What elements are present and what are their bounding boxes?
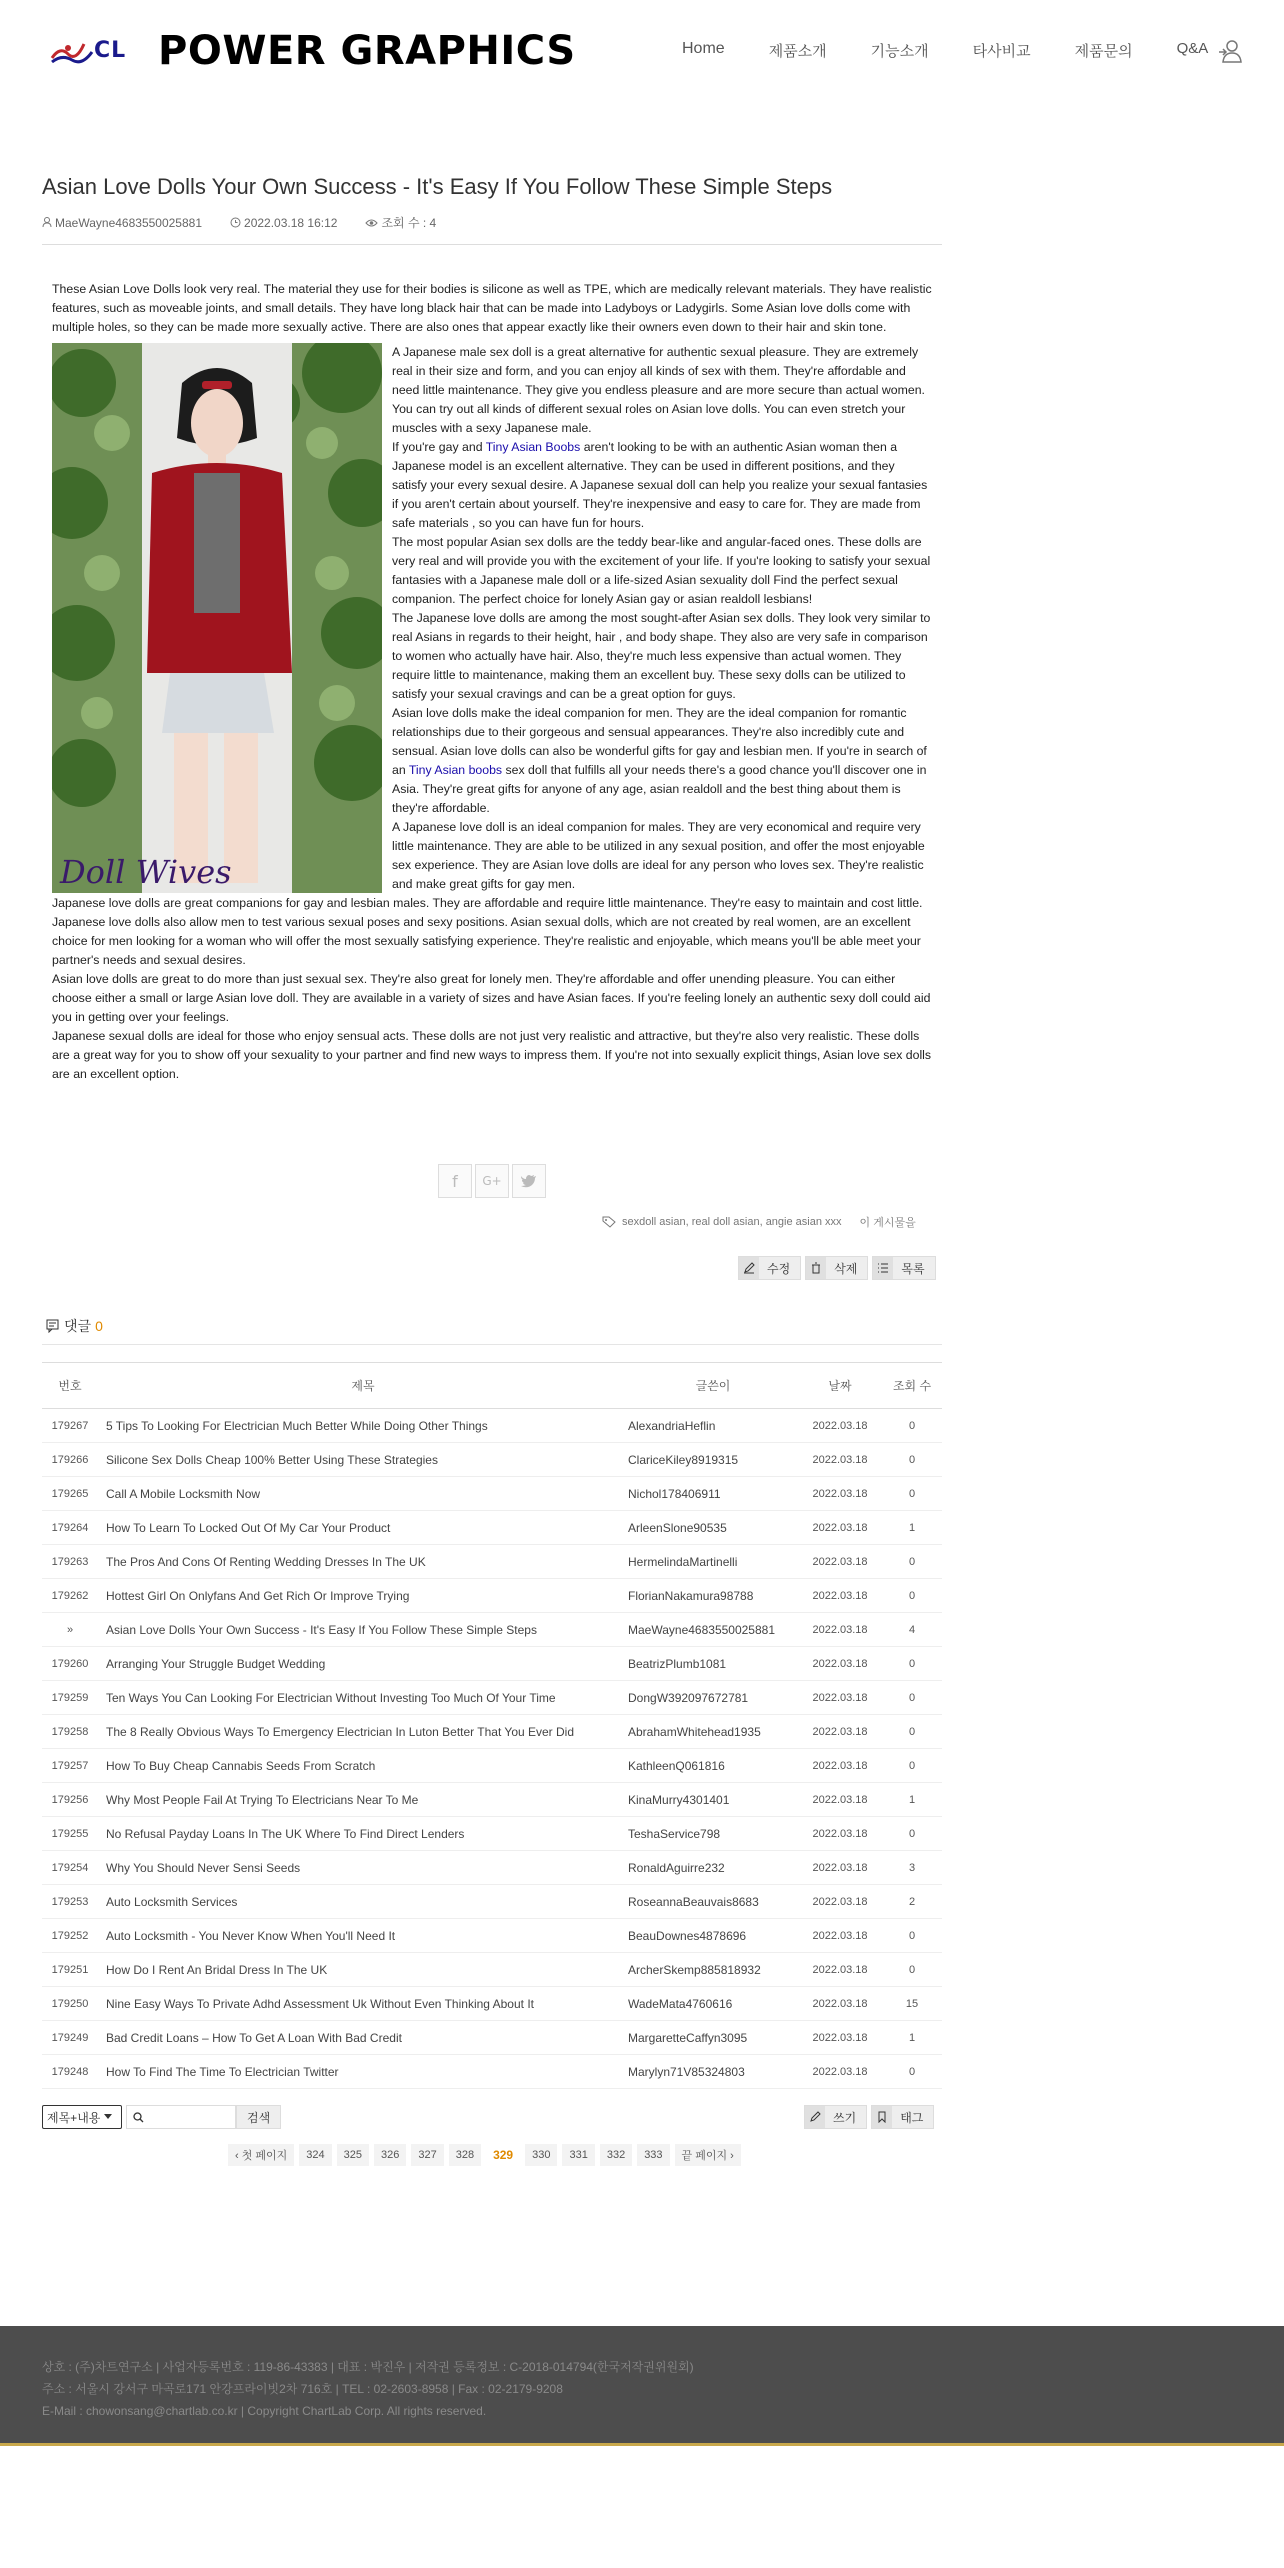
- table-row[interactable]: [42, 1511, 942, 1545]
- pencil-icon: [743, 1262, 755, 1274]
- clock-icon: [230, 217, 241, 228]
- search-icon: [133, 2112, 144, 2123]
- table-row[interactable]: [42, 1987, 942, 2021]
- post-paragraph: A Japanese love doll is an ideal companion for males. They are very economical and require very little maintenance. They are able to be utilized in any sexual position, and offer the most enjoyable sex experience. They are Asian love dolls are ideal for any person who loves sex. They're realistic and make great gifts for gay men.: [392, 820, 925, 891]
- row-number: 179267: [42, 1409, 98, 1443]
- footer-copyright: E-Mail : chowonsang@chartlab.co.kr | Copyright ChartLab Corp. All rights reserved.: [42, 2404, 487, 2418]
- row-number: 179265: [42, 1477, 98, 1511]
- page-link[interactable]: 324: [299, 2144, 331, 2166]
- table-row[interactable]: [42, 1919, 942, 1953]
- list-icon: [877, 1262, 889, 1274]
- row-views: 0: [882, 1443, 942, 1477]
- row-author[interactable]: FlorianNakamura98788: [628, 1579, 798, 1613]
- nav-features[interactable]: 기능소개: [870, 43, 929, 60]
- twitter-icon: [521, 1174, 537, 1188]
- row-author[interactable]: ArcherSkemp885818932: [628, 1953, 798, 1987]
- page-link[interactable]: 328: [449, 2144, 481, 2166]
- google-plus-share-button[interactable]: G+: [475, 1164, 509, 1198]
- logo-graph-icon: [50, 28, 94, 74]
- page-link[interactable]: 327: [411, 2144, 443, 2166]
- row-subject-link[interactable]: Nine Easy Ways To Private Adhd Assessment Uk Without Even Thinking About It: [98, 1987, 628, 2021]
- comment-icon: [46, 1319, 60, 1333]
- row-author[interactable]: AbrahamWhitehead1935: [628, 1715, 798, 1749]
- row-views: 0: [882, 1477, 942, 1511]
- search-target-select[interactable]: 제목+내용: [42, 2105, 122, 2129]
- table-row[interactable]: [42, 1783, 942, 1817]
- post-paragraph: Asian love dolls make the ideal companion for men. They are the ideal companion for romantic relationships due to their gorgeous and sensual appearances. They're also incredibly cute and sensual. Asian love dolls can also be wonderful gifts for gay and lesbian men. If you're in search of an Tiny Asian boobs sex doll that fulfills all your needs there's a good chance you'll discover one in Asia. They're great gifts for anyone of any age, asian realdoll and the best thing about them is they're affordable.: [392, 706, 927, 815]
- row-views: 1: [882, 1783, 942, 1817]
- site-footer: [0, 2326, 1284, 2446]
- user-login-icon[interactable]: [1218, 38, 1244, 64]
- row-subject-link[interactable]: Hottest Girl On Onlyfans And Get Rich Or Improve Trying: [98, 1579, 628, 1613]
- row-author[interactable]: KinaMurry4301401: [628, 1783, 798, 1817]
- row-number: 179264: [42, 1511, 98, 1545]
- column-number[interactable]: 번호: [42, 1363, 98, 1409]
- row-views: 0: [882, 1681, 942, 1715]
- table-row[interactable]: [42, 1885, 942, 1919]
- row-date: 2022.03.18: [798, 1681, 882, 1715]
- row-date: 2022.03.18: [798, 1919, 882, 1953]
- nav-comparison[interactable]: 타사비교: [972, 43, 1031, 60]
- tag-button[interactable]: 태그: [871, 2105, 934, 2129]
- row-number: 179254: [42, 1851, 98, 1885]
- table-row[interactable]: [42, 1545, 942, 1579]
- row-author[interactable]: DongW392097672781: [628, 1681, 798, 1715]
- row-date: 2022.03.18: [798, 1749, 882, 1783]
- row-author[interactable]: ClariceKiley8919315: [628, 1443, 798, 1477]
- row-author[interactable]: AlexandriaHeflin: [628, 1409, 798, 1443]
- row-subject-link[interactable]: Bad Credit Loans – How To Get A Loan With Bad Credit: [98, 2021, 628, 2055]
- table-row[interactable]: [42, 1443, 942, 1477]
- share-buttons: [438, 1164, 549, 1198]
- post-paragraph: A Japanese male sex doll is a great alternative for authentic sexual pleasure. They are extremely real in their size and form, and you can enjoy all kinds of sex with them. They're affordable and need little maintenance. They give you endless pleasure and are more secure than actual women. You can try out all kinds of different sexual roles on Asian love dolls. You can even stretch your muscles with a sexy Japanese male.: [392, 345, 925, 435]
- post-list-table: [42, 1362, 942, 2089]
- post-paragraph: The most popular Asian sex dolls are the teddy bear-like and angular-faced ones. These dolls are very real and will provide you with the excitement of your life. If you're looking to satisfy your sexual fantasies with a Japanese male doll or a life-sized Asian sexuality doll Find the perfect sexual companion. The perfect choice for lonely Asian gay or asian realdoll lesbians!: [392, 535, 931, 606]
- row-date: 2022.03.18: [798, 1443, 882, 1477]
- table-row[interactable]: [42, 1477, 942, 1511]
- write-actions: [800, 2105, 934, 2129]
- pencil-icon: [809, 2111, 821, 2123]
- divider: [42, 244, 942, 245]
- page-link[interactable]: 329: [486, 2144, 520, 2166]
- page-link[interactable]: 325: [337, 2144, 369, 2166]
- row-date: 2022.03.18: [798, 1579, 882, 1613]
- row-date: 2022.03.18: [798, 1885, 882, 1919]
- search-input[interactable]: [126, 2105, 236, 2129]
- post-author-name: MaeWayne4683550025881: [55, 215, 203, 230]
- post-list-body: [42, 1409, 942, 2089]
- row-views: 15: [882, 1987, 942, 2021]
- post-paragraph: The Japanese love dolls are among the most sought-after Asian sex dolls. They look very similar to real Asians in regards to their height, hair , and body shape. They also are very safe in comparison to women who actually have hair. Also, they're much less expensive than actual women. They require little to maintenance, making them an excellent buy. These sexy dolls can be utilized to satisfy your sexual cravings and can be a great option for guys.: [392, 611, 931, 701]
- row-number: 179258: [42, 1715, 98, 1749]
- row-date: 2022.03.18: [798, 1511, 882, 1545]
- page-link[interactable]: 326: [374, 2144, 406, 2166]
- comments-header: [46, 1316, 103, 1336]
- post-paragraph: Japanese sexual dolls are ideal for those who enjoy sensual acts. These dolls are not just very realistic and attractive, but they're also very realistic. These dolls are a great way for you to show off your sexuality to your partner and find new ways to impress them. If you're not into sexually explicit things, Asian love sex dolls are an excellent option.: [52, 1029, 932, 1081]
- row-subject-link[interactable]: No Refusal Payday Loans In The UK Where To Find Direct Lenders: [98, 1817, 628, 1851]
- row-subject-link[interactable]: 5 Tips To Looking For Electrician Much Better While Doing Other Things: [98, 1409, 628, 1443]
- row-number: 179249: [42, 2021, 98, 2055]
- tag-icon: [602, 1216, 616, 1228]
- row-subject-link[interactable]: How Do I Rent An Bridal Dress In The UK: [98, 1953, 628, 1987]
- delete-button[interactable]: 삭제: [805, 1256, 868, 1280]
- divider: [42, 1344, 942, 1345]
- row-number: 179252: [42, 1919, 98, 1953]
- column-views[interactable]: 조회 수: [882, 1363, 942, 1409]
- row-subject-link[interactable]: How To Buy Cheap Cannabis Seeds From Scratch: [98, 1749, 628, 1783]
- row-author[interactable]: HermelindaMartinelli: [628, 1545, 798, 1579]
- row-author[interactable]: RoseannaBeauvais8683: [628, 1885, 798, 1919]
- search-bar: [42, 2105, 281, 2129]
- site-header: [0, 0, 1284, 100]
- row-author[interactable]: Nichol178406911: [628, 1477, 798, 1511]
- post-views: [365, 214, 450, 231]
- row-subject-link[interactable]: How To Learn To Locked Out Of My Car Your Product: [98, 1511, 628, 1545]
- table-row[interactable]: [42, 1613, 942, 1647]
- row-date: 2022.03.18: [798, 1987, 882, 2021]
- row-views: 3: [882, 1851, 942, 1885]
- list-button[interactable]: 목록: [872, 1256, 935, 1280]
- main-nav: [682, 40, 1252, 61]
- nav-inquiry[interactable]: 제품문의: [1074, 43, 1133, 60]
- row-author[interactable]: Marylyn71V85324803: [628, 2055, 798, 2089]
- row-subject-link[interactable]: How To Find The Time To Electrician Twitter: [98, 2055, 628, 2089]
- row-author[interactable]: MargaretteCaffyn3095: [628, 2021, 798, 2055]
- row-author[interactable]: BeauDownes4878696: [628, 1919, 798, 1953]
- table-row[interactable]: [42, 2021, 942, 2055]
- site-title: POWER GRAPHICS: [158, 28, 576, 74]
- row-date: 2022.03.18: [798, 1851, 882, 1885]
- site-logo[interactable]: [50, 28, 576, 74]
- page-link[interactable]: 330: [525, 2144, 557, 2166]
- row-date: 2022.03.18: [798, 1477, 882, 1511]
- row-date: 2022.03.18: [798, 1953, 882, 1987]
- post-paragraph: Asian love dolls are great to do more than just sexual sex. They're also great for lonely men. They're affordable and offer unending pleasure. You can either choose either a small or large Asian love doll. They are available in a variety of sizes and have Asian faces. If you're feeling lonely an authentic sexy doll could aid you in getting over your feelings.: [52, 972, 931, 1024]
- row-date: 2022.03.18: [798, 1409, 882, 1443]
- logo-mark: [50, 28, 140, 74]
- row-subject-link[interactable]: Auto Locksmith - You Never Know When You'll Need It: [98, 1919, 628, 1953]
- row-subject-link[interactable]: Auto Locksmith Services: [98, 1885, 628, 1919]
- post-paragraph: These Asian Love Dolls look very real. The material they use for their bodies is silicone as well as TPE, which are medically relevant materials. They have realistic features, such as moveable joints, and small details. They have long black hair that can be made into Ladyboys or Ladygirls. Some Asian love dolls come with multiple holes, so they can be made more sexually active. There are also ones that appear exactly like their owners even down to their hair and skin tone.: [52, 282, 932, 334]
- row-author[interactable]: BeatrizPlumb1081: [628, 1647, 798, 1681]
- column-author[interactable]: 글쓴이: [628, 1363, 798, 1409]
- row-date: 2022.03.18: [798, 1647, 882, 1681]
- row-number: 179253: [42, 1885, 98, 1919]
- row-number: 179250: [42, 1987, 98, 2021]
- row-date: 2022.03.18: [798, 2055, 882, 2089]
- table-row[interactable]: [42, 1817, 942, 1851]
- twitter-share-button[interactable]: [512, 1164, 546, 1198]
- row-author[interactable]: WadeMata4760616: [628, 1987, 798, 2021]
- row-number: 179251: [42, 1953, 98, 1987]
- search-button[interactable]: 검색: [236, 2105, 281, 2129]
- table-header-row: [42, 1363, 942, 1409]
- footer-address: 주소 : 서울시 강서구 마곡로171 안강프라이빗2차 716호 | TEL : 02-2603-8958 | Fax : 02-2179-9208: [42, 2382, 563, 2396]
- table-row[interactable]: [42, 1715, 942, 1749]
- comments-count: 0: [95, 1318, 103, 1334]
- row-author[interactable]: TeshaService798: [628, 1817, 798, 1851]
- post-paragraph: If you're gay and Tiny Asian Boobs aren't looking to be with an authentic Asian woman then a Japanese model is an excellent alternative. They can be used in different positions, and they satisfy your every sexual desire. A Japanese sexual doll can help you realize your sexual fantasies if you aren't certain about yourself. They're inexpensive and easy to care for. They are made from safe materials , so you can have fun for hours.: [392, 440, 928, 530]
- row-number: »: [42, 1613, 98, 1647]
- post-paragraph: Japanese love dolls are great companions for gay and lesbian males. They are affordable and require little maintenance. They're easy to maintain and cost little. Japanese love dolls also allow men to test various sexual poses and sexy positions. Asian sexual dolls, which are not created by real women, are an excellent choice for men looking for a woman who will offer the most sexually satisfying experience. They're realistic and enjoyable, which means you'll be able meet your partner's needs and sexual desires.: [52, 896, 923, 967]
- row-date: 2022.03.18: [798, 2021, 882, 2055]
- row-views: 2: [882, 1885, 942, 1919]
- row-number: 179257: [42, 1749, 98, 1783]
- nav-qna[interactable]: Q&A: [1176, 40, 1209, 57]
- comments-label: 댓글: [64, 1318, 92, 1334]
- tag-list[interactable]: sexdoll asian, real doll asian, angie asian xxx: [622, 1216, 842, 1228]
- row-views: 0: [882, 1409, 942, 1443]
- row-subject-link[interactable]: Why You Should Never Sensi Seeds: [98, 1851, 628, 1885]
- table-row[interactable]: [42, 1647, 942, 1681]
- row-author[interactable]: RonaldAguirre232: [628, 1851, 798, 1885]
- post-title: Asian Love Dolls Your Own Success - It's Easy If You Follow These Simple Steps: [42, 174, 833, 199]
- row-number: 179263: [42, 1545, 98, 1579]
- row-subject-link[interactable]: Why Most People Fail At Trying To Electricians Near To Me: [98, 1783, 628, 1817]
- row-date: 2022.03.18: [798, 1817, 882, 1851]
- row-author[interactable]: MaeWayne4683550025881: [628, 1613, 798, 1647]
- post-author[interactable]: [42, 216, 216, 230]
- post-meta: [42, 214, 464, 231]
- other-posts-link[interactable]: 이 게시물을: [859, 1217, 916, 1229]
- row-subject-link[interactable]: Arranging Your Struggle Budget Wedding: [98, 1647, 628, 1681]
- row-views: 0: [882, 1647, 942, 1681]
- row-number: 179260: [42, 1647, 98, 1681]
- row-subject-link[interactable]: Silicone Sex Dolls Cheap 100% Better Using These Strategies: [98, 1443, 628, 1477]
- row-subject-link[interactable]: The Pros And Cons Of Renting Wedding Dresses In The UK: [98, 1545, 628, 1579]
- row-views: 0: [882, 2055, 942, 2089]
- facebook-share-button[interactable]: f: [438, 1164, 472, 1198]
- row-date: 2022.03.18: [798, 1545, 882, 1579]
- row-subject-link[interactable]: Ten Ways You Can Looking For Electrician Without Investing Too Much Of Your Time: [98, 1681, 628, 1715]
- table-row[interactable]: [42, 1953, 942, 1987]
- footer-text: [42, 2356, 694, 2422]
- nav-products[interactable]: 제품소개: [768, 43, 827, 60]
- row-subject-link[interactable]: Asian Love Dolls Your Own Success - It's Easy If You Follow These Simple Steps: [98, 1613, 628, 1647]
- nav-home[interactable]: Home: [682, 40, 725, 57]
- table-row[interactable]: [42, 2055, 942, 2089]
- row-views: 0: [882, 1715, 942, 1749]
- row-date: 2022.03.18: [798, 1715, 882, 1749]
- table-row[interactable]: [42, 1409, 942, 1443]
- table-row[interactable]: [42, 1579, 942, 1613]
- edit-button[interactable]: 수정: [738, 1256, 801, 1280]
- tiny-asian-boobs-link[interactable]: Tiny Asian Boobs: [485, 440, 581, 454]
- row-author[interactable]: ArleenSlone90535: [628, 1511, 798, 1545]
- row-author[interactable]: KathleenQ061816: [628, 1749, 798, 1783]
- row-number: 179256: [42, 1783, 98, 1817]
- row-number: 179248: [42, 2055, 98, 2089]
- tiny-asian-boobs-link-2[interactable]: Tiny Asian boobs: [408, 763, 503, 777]
- pagination: [228, 2144, 746, 2166]
- row-date: 2022.03.18: [798, 1783, 882, 1817]
- row-number: 179255: [42, 1817, 98, 1851]
- row-date: 2022.03.18: [798, 1613, 882, 1647]
- first-page-link[interactable]: ‹ 첫 페이지: [228, 2144, 294, 2166]
- post-actions: [734, 1256, 936, 1280]
- row-views: 0: [882, 1579, 942, 1613]
- row-views: 0: [882, 1749, 942, 1783]
- row-views: 1: [882, 1511, 942, 1545]
- trash-icon: [810, 1262, 822, 1274]
- row-number: 179259: [42, 1681, 98, 1715]
- footer-company-info: 상호 : (주)차트연구소 | 사업자등록번호 : 119-86-43383 | 대표 : 박진우 | 저작권 등록정보 : C-2018-014794(한국저작권위원회): [42, 2360, 694, 2374]
- user-icon: [42, 217, 52, 228]
- logo-text: CL: [94, 38, 127, 63]
- row-views: 0: [882, 1953, 942, 1987]
- svg-text:Doll Wives: Doll Wives: [60, 853, 232, 891]
- page-link[interactable]: 333: [637, 2144, 669, 2166]
- row-number: 179266: [42, 1443, 98, 1477]
- post-image: [52, 343, 382, 893]
- row-views: 4: [882, 1613, 942, 1647]
- row-views: 0: [882, 1919, 942, 1953]
- row-subject-link[interactable]: The 8 Really Obvious Ways To Emergency Electrician In Luton Better That You Ever Did: [98, 1715, 628, 1749]
- row-number: 179262: [42, 1579, 98, 1613]
- post-datetime: 2022.03.18 16:12: [244, 215, 338, 230]
- row-views: 1: [882, 2021, 942, 2055]
- column-subject[interactable]: 제목: [98, 1363, 628, 1409]
- table-row[interactable]: [42, 1851, 942, 1885]
- chevron-down-icon: [104, 2114, 112, 2120]
- post-content: [52, 280, 932, 1084]
- table-row[interactable]: [42, 1749, 942, 1783]
- page-link[interactable]: 332: [600, 2144, 632, 2166]
- eye-icon: [365, 218, 378, 228]
- post-views-count: 조회 수 : 4: [381, 216, 437, 230]
- row-views: 0: [882, 1817, 942, 1851]
- tags-row: [602, 1214, 916, 1230]
- write-button[interactable]: 쓰기: [804, 2105, 867, 2129]
- post-date: [230, 216, 351, 230]
- table-row[interactable]: [42, 1681, 942, 1715]
- last-page-link[interactable]: 끝 페이지 ›: [675, 2144, 741, 2166]
- row-subject-link[interactable]: Call A Mobile Locksmith Now: [98, 1477, 628, 1511]
- tag-icon: [876, 2111, 888, 2123]
- doll-photo-image: [52, 343, 382, 893]
- row-views: 0: [882, 1545, 942, 1579]
- column-date[interactable]: 날짜: [798, 1363, 882, 1409]
- page-link[interactable]: 331: [562, 2144, 594, 2166]
